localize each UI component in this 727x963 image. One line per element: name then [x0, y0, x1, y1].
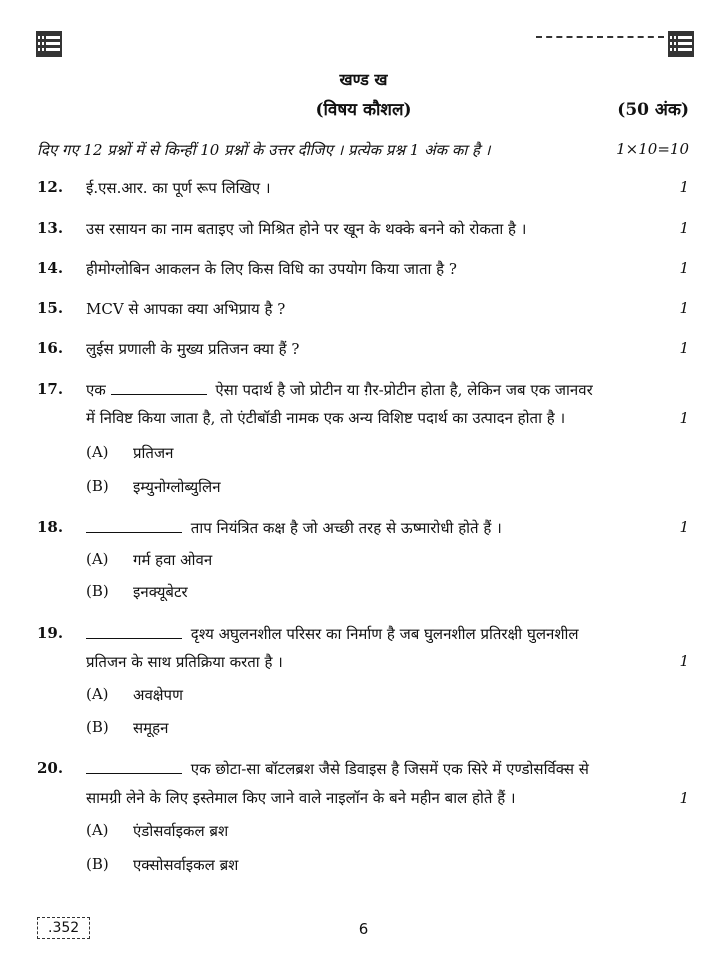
question-line-2: प्रतिजन के साथ प्रतिक्रिया करता है । — [86, 653, 283, 671]
question-marks: 1 — [679, 339, 689, 357]
fill-in-blank — [86, 532, 182, 533]
section-title: खण्ड ख — [339, 70, 388, 89]
question-marks: 1 — [679, 219, 689, 237]
option-text: प्रतिजन — [133, 444, 174, 462]
question-number: 16. — [37, 339, 64, 357]
question-number: 13. — [37, 219, 64, 237]
question-text-start: एक — [86, 381, 106, 399]
question-line-1 — [86, 380, 593, 400]
option-label: (B) — [86, 477, 109, 495]
question-text-rest: ऐसा पदार्थ है जो प्रोटीन या ग़ैर-प्रोटीन होता है, लेकिन जब एक जानवर — [215, 381, 593, 399]
option-text: इम्युनोग्लोब्युलिन — [133, 478, 221, 496]
page-number: 6 — [358, 920, 369, 938]
question-marks: 1 — [679, 299, 689, 317]
question-marks: 1 — [679, 652, 689, 670]
option-text: इनक्यूबेटर — [133, 583, 188, 601]
option-label: (A) — [86, 821, 109, 839]
option-text: समूहन — [133, 719, 169, 737]
fill-in-blank — [86, 773, 182, 774]
option-text: अवक्षेपण — [133, 686, 183, 704]
option-label: (B) — [86, 582, 109, 600]
fill-in-blank — [111, 394, 207, 395]
question-line-1 — [86, 518, 502, 538]
qr-code-left-icon — [38, 33, 60, 55]
option-label: (A) — [86, 443, 109, 461]
option-label: (B) — [86, 855, 109, 873]
option-text: गर्म हवा ओवन — [133, 551, 213, 569]
question-marks: 1 — [679, 518, 689, 536]
option-label: (A) — [86, 685, 109, 703]
question-text: ई.एस.आर. का पूर्ण रूप लिखिए । — [86, 179, 271, 197]
instruction-marks: 1×10=10 — [616, 140, 689, 158]
option-label: (A) — [86, 550, 109, 568]
question-number: 18. — [37, 518, 64, 536]
qr-code-right-icon — [670, 33, 692, 55]
question-line-2: में निविष्ट किया जाता है, तो एंटीबॉडी नामक एक अन्य विशिष्ट पदार्थ का उत्पादन होता है । — [86, 409, 566, 427]
question-text: लुईस प्रणाली के मुख्य प्रतिजन क्या हैं ? — [86, 340, 300, 358]
option-text: एंडोसर्वाइकल ब्रश — [133, 822, 229, 840]
fill-in-blank — [86, 638, 182, 639]
question-number: 14. — [37, 259, 64, 277]
option-label: (B) — [86, 718, 109, 736]
question-line-1 — [86, 759, 589, 779]
question-number: 12. — [37, 178, 64, 196]
option-text: एक्सोसर्वाइकल ब्रश — [133, 856, 239, 874]
question-text: उस रसायन का नाम बताइए जो मिश्रित होने पर खून के थक्के बनने को रोकता है । — [86, 220, 527, 238]
question-text-rest: दृश्य अघुलनशील परिसर का निर्माण है जब घुलनशील प्रतिरक्षी घुलनशील — [190, 625, 579, 643]
question-number: 17. — [37, 380, 64, 398]
question-line-1 — [86, 624, 579, 644]
dashed-line-decoration — [536, 36, 664, 38]
question-number: 19. — [37, 624, 64, 642]
question-marks: 1 — [679, 259, 689, 277]
question-number: 20. — [37, 759, 64, 777]
question-text: MCV से आपका क्या अभिप्राय है ? — [86, 300, 286, 318]
question-marks: 1 — [679, 789, 689, 807]
question-text-rest: ताप नियंत्रित कक्ष है जो अच्छी तरह से ऊष्मारोधी होते हैं । — [190, 519, 502, 537]
paper-code: .352 — [37, 917, 90, 939]
question-marks: 1 — [679, 178, 689, 196]
instruction-text: दिए गए 12 प्रश्नों में से किन्हीं 10 प्रश्नों के उत्तर दीजिए । प्रत्येक प्रश्न 1 अंक का है । — [37, 141, 491, 159]
question-number: 15. — [37, 299, 64, 317]
question-text-rest: एक छोटा-सा बॉटलब्रश जैसे डिवाइस है जिसमें एक सिरे में एण्डोसर्विक्स से — [190, 760, 589, 778]
question-line-2: सामग्री लेने के लिए इस्तेमाल किए जाने वाले नाइलॉन के बने महीन बाल होते हैं । — [86, 789, 516, 807]
section-marks: (50 अंक) — [617, 100, 689, 120]
section-subtitle: (विषय कौशल) — [315, 100, 412, 120]
question-marks: 1 — [679, 409, 689, 427]
question-text: हीमोग्लोबिन आकलन के लिए किस विधि का उपयोग किया जाता है ? — [86, 260, 457, 278]
